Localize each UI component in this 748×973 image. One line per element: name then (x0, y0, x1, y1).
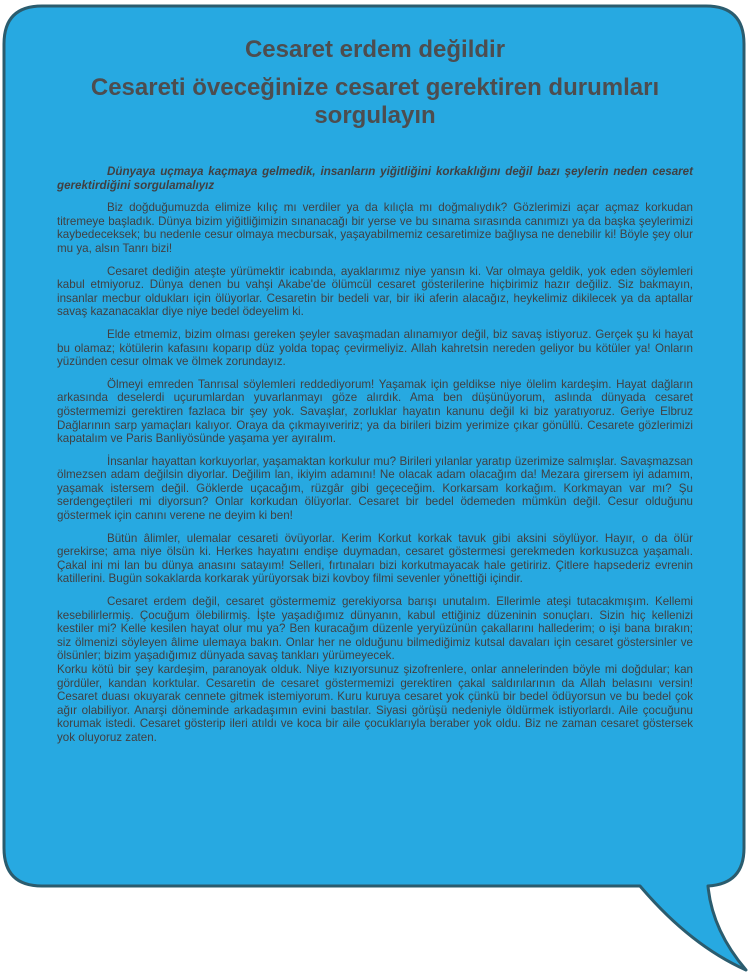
body-paragraph-7: Cesaret erdem değil, cesaret göstermemiz gerekiyorsa barışı unutalım. Ellerimle ateşi tutacakmışım. Kellemi kesebilirlermiş. Çocuğum ölebilirmiş. İşte yaşadığımız dünyanın, kabul ettiğiniz düzeninin sonuçları. Sizin hiç kellenizi kestiler mi? Kelle kesilen hayat olur mu ya? Ben kuracağım düzenle yeryüzünün çakallarını hallederim; o işi bana bırakın; siz ölmenizi söyleyen âlime ulemaya bakın. Onlar her ne olduğunu bilmediğimiz kutsal davaları için cesaret göstersinler ve ölsünler; bizim yaşadığımız dünyada savaş tankları yürümeyecek. (57, 595, 693, 663)
body-paragraph-2: Cesaret dediğin ateşte yürümektir icabında, ayaklarımız niye yansın ki. Var olmaya geldik, yok eden söylemleri kabul etmiyoruz. Dünya denen bu vahşi Akabe'de ölümcül cesaret gösterilerine hiçbirimiz hazır değiliz. Siz bakmayın, insanlar mecbur oldukları için ölüyorlar. Cesaretin bir bedeli var, bir iki aferin alacağız, heykelimiz dikilecek ya da aptallar savaş kazanacaklar diye niye bedel ödeyelim ki. (57, 264, 693, 319)
article-body (57, 165, 693, 745)
page-subtitle: Cesareti öveceğinize cesaret gerektiren durumları sorgulayın (90, 74, 660, 129)
body-paragraph-4: Ölmeyi emreden Tanrısal söylemleri reddediyorum! Yaşamak için geldikse niye ölelim kardeşim. Hayat dağların arkasında deselerdi uçurumlardan yuvarlanmayı göze alırdık. Ama ben düşünüyorum, aslında dünyada cesaret göstermemizi gerektiren fazlaca bir şey yok. Savaşlar, zorluklar hayatın kanunu değil ki biz yaratıyoruz. Geriye Elbruz Dağlarının sarp yamaçları kalıyor. Oraya da çıkmayıveririz; ya da birileri bizim yerimize çıkar gönüllü. Cesarete gözlerimizi kapatalım ve Paris Banliyösünde yaşama yer ayıralım. (57, 377, 693, 446)
closing-paragraph: Korku kötü bir şey kardeşim, paranoyak olduk. Niye kızıyorsunuz şizofrenlere, onlar annelerinden böyle mi doğdular; kan gördüler, kandan korktular. Cesaretin de cesaret göstermemizi gerektiren çakal saldırılarının da Allah belasını versin! Cesaret duası okuyarak cennete gitmek istemiyorum. Kuru kuruya cesaret yok çünkü bir bedel ödüyorsun ve bu bedel çok ağır olabiliyor. Anarşi döneminde arkadaşımın evini bastılar. Siyasi görüşü nedeniyle öldürmek istiyorlardı. Aile çocuğunu korumak istedi. Cesaret gösterip ileri atıldı ve koca bir aile çocuklarıyla beraber yok oldu. Biz ne zaman cesaret göstersek yok oluyoruz zaten. (57, 663, 693, 744)
article (57, 36, 693, 745)
body-paragraph-6: Bütün âlimler, ulemalar cesareti övüyorlar. Kerim Korkut korkak tavuk gibi aksini söylüyor. Hayır, o da ölür gerekirse; ama niye ölsün ki. Herkes hayatını endişe duymadan, cesaret göstermesi gerekmeden korkusuzca yaşamalı. Çakal ini mi lan bu dünya anasını satayım! Selleri, fırtınaları bizi korkutmayacak hale getiririz. Çitlere hapsederiz evrenin katillerini. Bugün sokaklarda korkarak yürüyorsak bizi kovboy filmi sevenler yönettiği içindir. (57, 531, 693, 586)
body-paragraph-3: Elde etmemiz, bizim olması gereken şeyler savaşmadan alınamıyor değil, biz savaş istiyoruz. Gerçek şu ki hayat bu olamaz; kötülerin kafasını koparıp düz yolda topaç çevirmeliyiz. Allah kahretsin nereden geliyor bu kötüler ya! Onların yüzünden cesur olmak ve ölmek zorundayız. (57, 327, 693, 369)
body-paragraph-1: Biz doğduğumuzda elimize kılıç mı verdiler ya da kılıçla mı doğmalıydık? Gözlerimizi açar açmaz korkudan titremeye başladık. Dünya bizim yiğitliğimizin sınanacağı bir yerse ve bu sınama sırasında canımızı ya da başka şeylerimizi kaybedeceksek; bu nedenle cesur olmaya mecbursak, yaşayabilmemiz cesaretimize bağlıysa ne denebilir ki! Böyle şey olur mu ya, alsın Tanrı bizi! (57, 201, 693, 255)
page-title: Cesaret erdem değildir (244, 36, 506, 63)
intro-paragraph: Dünyaya uçmaya kaçmaya gelmedik, insanların yiğitliğini korkaklığını değil bazı şeylerin neden cesaret gerektirdiğini sorgulamalıyız (57, 165, 693, 192)
body-paragraph-5: İnsanlar hayattan korkuyorlar, yaşamaktan korkulur mu? Birileri yılanlar yaratıp üzerimize salmışlar. Savaşmazsan ölmezsen adam değilsin diyorlar. Değilim lan, ikiyim adamını! Ne olacak adam olacağım da! Mezara girersem iyi adamım, yaşamak istersem değil. Göklerde uçacağım, rüzgâr gibi geçeceğim. Korkarsam korkağım. Korkmayan var mı? Şu serdengeçtileri mi diyorsun? Onlar korkudan ölüyorlar. Cesaret bir bedel ödemeden mümkün değil. Cesur olduğunu göstermek için canını verene ne deyim ki ben! (57, 454, 693, 523)
